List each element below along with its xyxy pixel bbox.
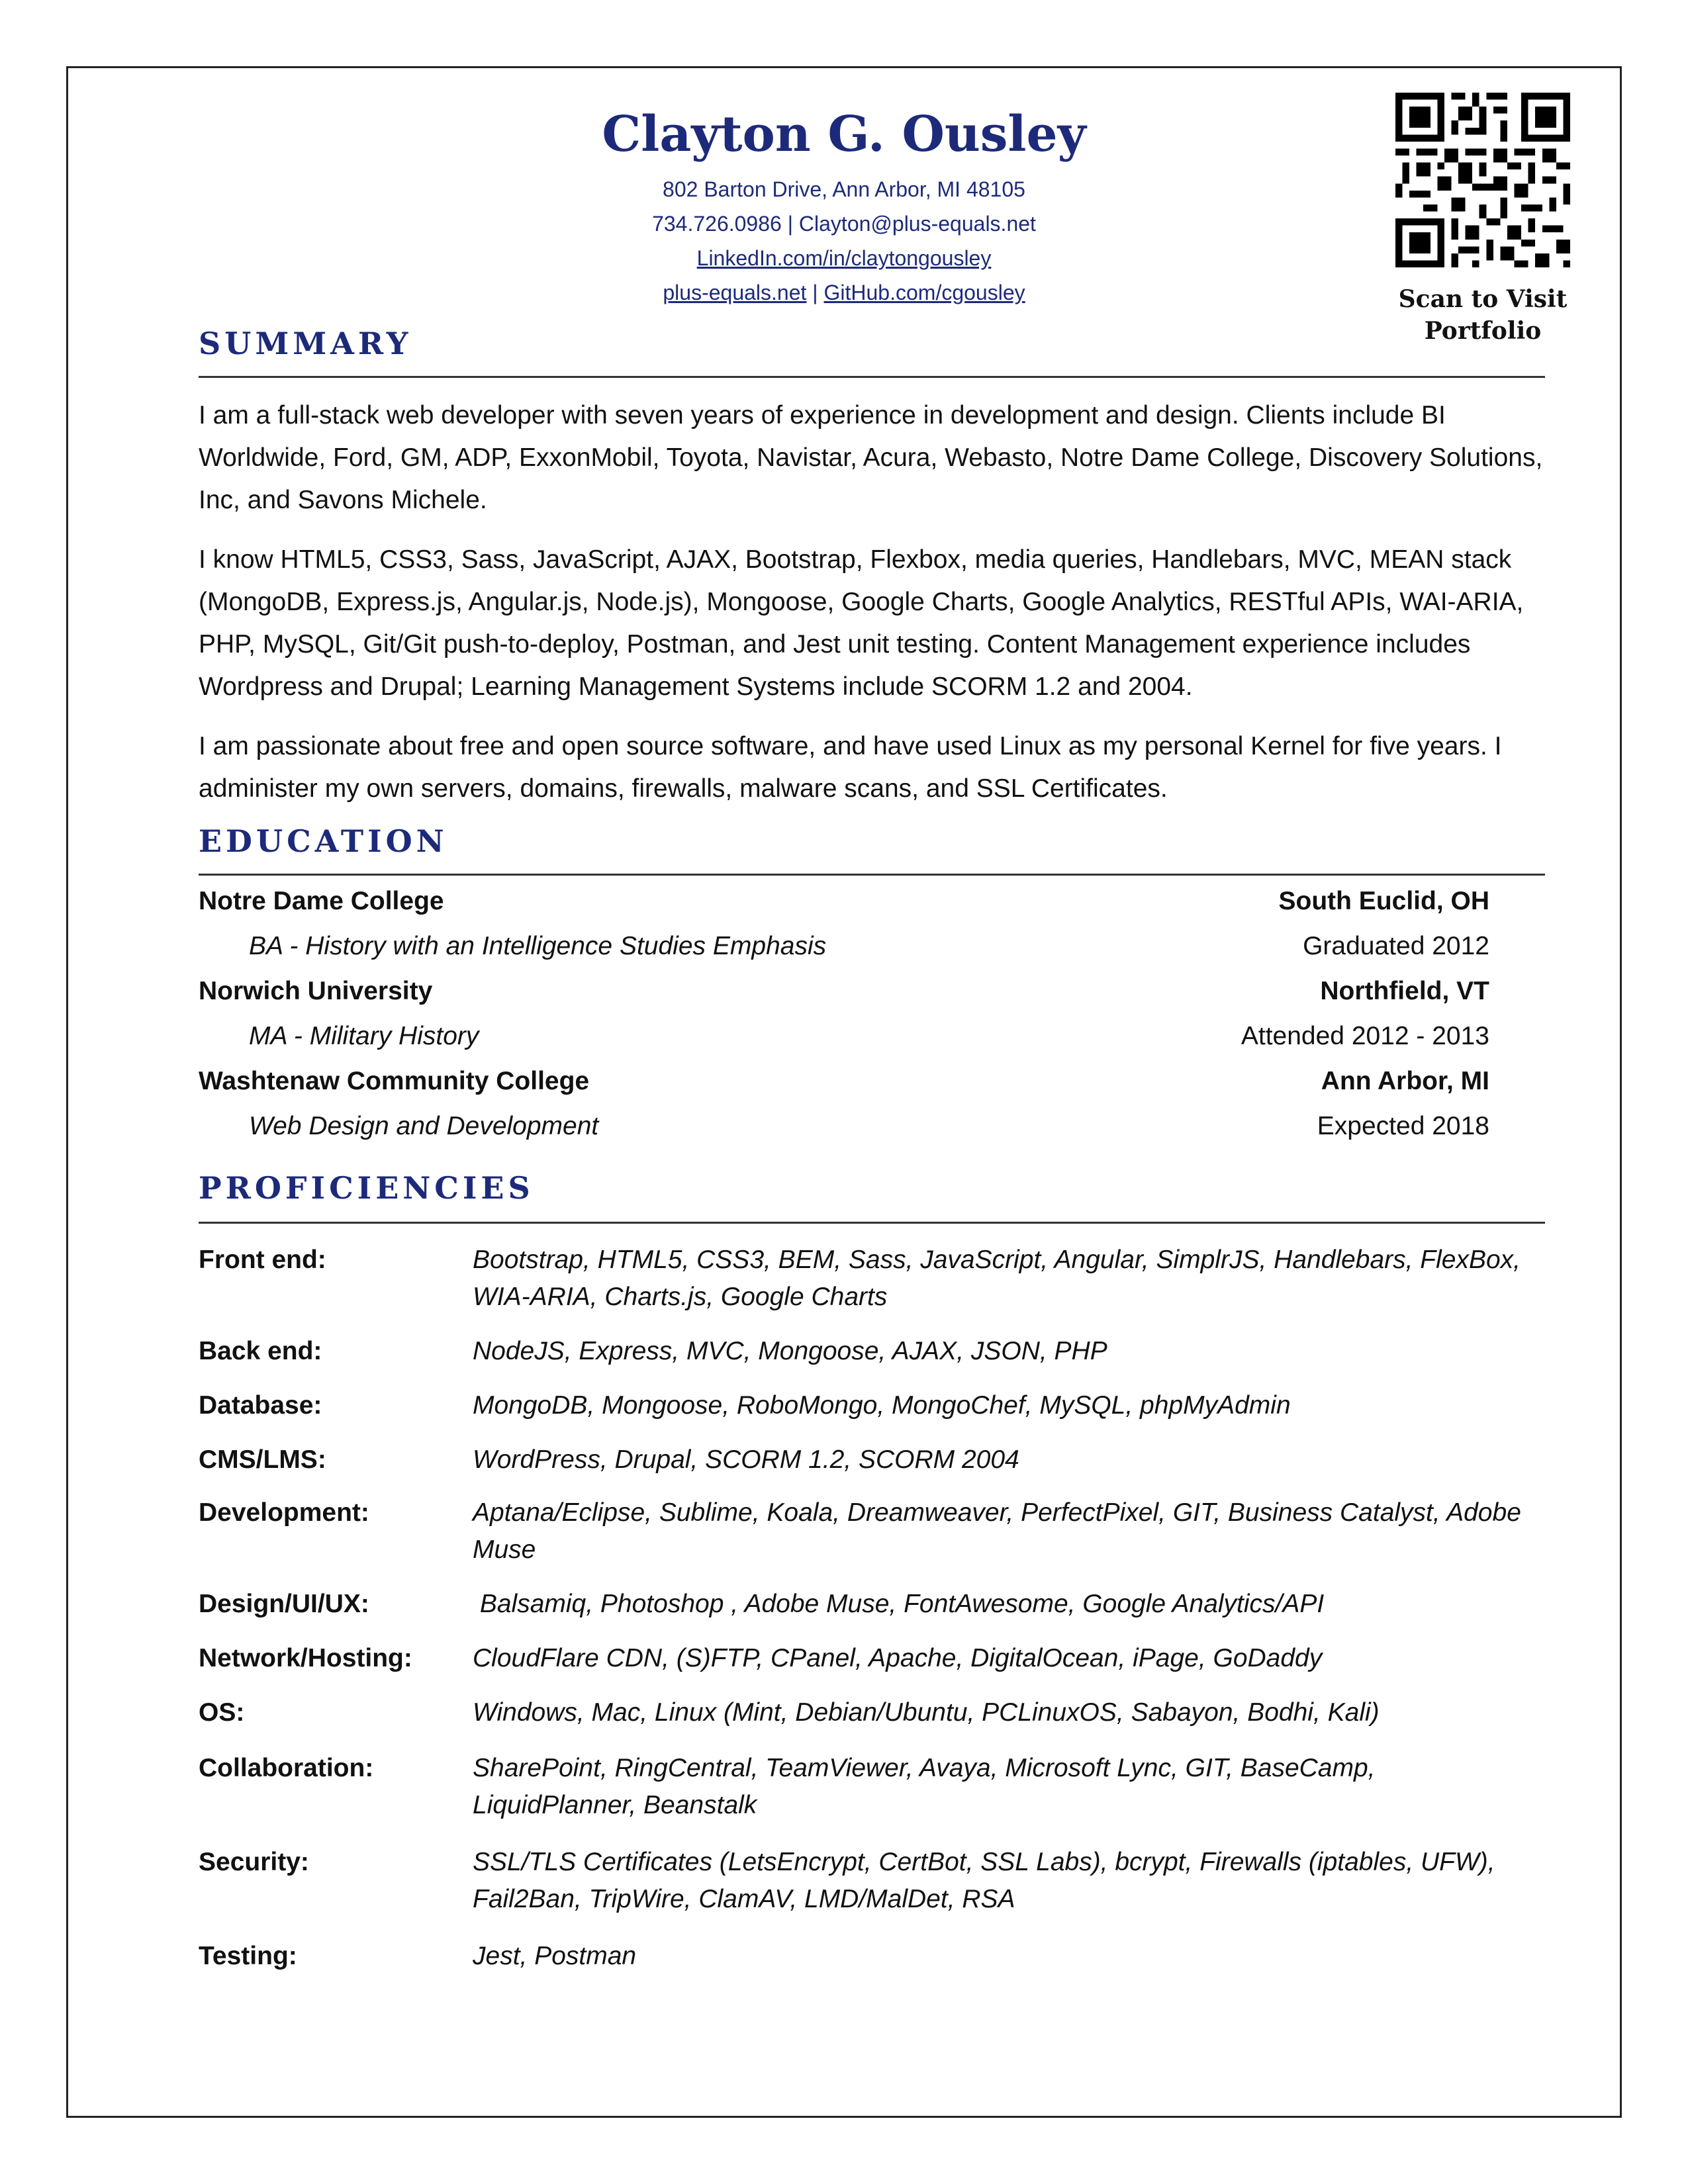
degree-status: Graduated 2012 <box>1303 932 1489 960</box>
phone: 734.726.0986 <box>652 212 782 236</box>
school-location: Ann Arbor, MI <box>1321 1067 1489 1095</box>
website-link[interactable]: plus-equals.net <box>663 281 807 304</box>
proficiency-value: NodeJS, Express, MVC, Mongoose, AJAX, JSON, PHP <box>473 1337 1107 1365</box>
summary-divider <box>199 376 1545 378</box>
linkedin-link[interactable]: LinkedIn.com/in/claytongousley <box>696 246 992 270</box>
proficiency-value: SSL/TLS Certificates (LetsEncrypt, CertBot, SSL Labs), bcrypt, Firewalls (iptables, UFW), Fail2Ban, TripWire, ClamAV, LMD/MalDet, RSA <box>473 1848 1495 1913</box>
education-divider <box>199 874 1545 876</box>
qr-code-icon[interactable] <box>1395 93 1570 267</box>
proficiency-value: Jest, Postman <box>473 1942 637 1970</box>
degree-status: Attended 2012 - 2013 <box>1241 1022 1489 1050</box>
summary-paragraph-1: I am a full-stack web developer with seven years of experience in development and design. Clients include BI Worldwide, Ford, GM, ADP, ExxonMobil, Toyota, Navistar, Acura, Webasto, Notre Dame College, Discovery Solutions, Inc, and Savons Michele. <box>199 401 1543 514</box>
qr-caption-line2: Portfolio <box>1424 317 1542 345</box>
proficiency-value: MongoDB, Mongoose, RoboMongo, MongoChef, MySQL, phpMyAdmin <box>473 1391 1291 1420</box>
degree: Web Design and Development <box>249 1112 599 1140</box>
proficiency-value: WordPress, Drupal, SCORM 1.2, SCORM 2004 <box>473 1445 1019 1474</box>
school-name: Notre Dame College <box>199 887 444 915</box>
candidate-name: Clayton G. Ousley <box>602 106 1086 163</box>
proficiency-value: SharePoint, RingCentral, TeamViewer, Avaya, Microsoft Lync, GIT, BaseCamp, LiquidPlanner, Beanstalk <box>473 1754 1376 1819</box>
proficiency-label: Database: <box>199 1391 322 1420</box>
proficiency-value: Bootstrap, HTML5, CSS3, BEM, Sass, JavaScript, Angular, SimplrJS, Handlebars, FlexBox, WIA-ARIA, Charts.js, Google Charts <box>473 1246 1521 1311</box>
proficiency-value: Balsamiq, Photoshop , Adobe Muse, FontAwesome, Google Analytics/API <box>473 1590 1325 1618</box>
proficiency-label: Security: <box>199 1848 309 1876</box>
qr-caption-line1: Scan to Visit <box>1398 285 1568 313</box>
summary-paragraph-2: I know HTML5, CSS3, Sass, JavaScript, AJAX, Bootstrap, Flexbox, media queries, Handlebars, MVC, MEAN stack (MongoDB, Express.js, Angular.js, Node.js), Mongoose, Google Charts, Google Analytics, RESTful APIs, WAI-ARIA, PHP, MySQL, Git/Git push-to-deploy, Postman, and Jest unit testing. Content Management experience includes Wordpress and Drupal; Learning Management Systems include SCORM 1.2 and 2004. <box>199 545 1524 701</box>
summary-paragraph-3: I am passionate about free and open source software, and have used Linux as my personal Kernel for five years. I administer my own servers, domains, firewalls, malware scans, and SSL Certificates. <box>199 732 1502 803</box>
email-link[interactable]: Clayton@plus-equals.net <box>798 212 1036 236</box>
degree: BA - History with an Intelligence Studies Emphasis <box>249 932 827 960</box>
proficiency-label: Testing: <box>199 1942 297 1970</box>
proficiencies-heading: PROFICIENCIES <box>199 1170 534 1206</box>
qr-caption <box>1377 283 1589 347</box>
degree-status: Expected 2018 <box>1317 1112 1489 1140</box>
school-location: South Euclid, OH <box>1278 887 1489 915</box>
proficiencies-divider <box>199 1222 1545 1224</box>
proficiency-value: Aptana/Eclipse, Sublime, Koala, Dreamweaver, PerfectPixel, GIT, Business Catalyst, Adobe Muse <box>473 1498 1521 1564</box>
proficiency-label: CMS/LMS: <box>199 1445 326 1474</box>
proficiency-label: Collaboration: <box>199 1754 374 1782</box>
proficiency-value: CloudFlare CDN, (S)FTP, CPanel, Apache, DigitalOcean, iPage, GoDaddy <box>473 1644 1323 1672</box>
degree: MA - Military History <box>249 1022 479 1050</box>
school-name: Norwich University <box>199 977 433 1005</box>
proficiency-label: OS: <box>199 1698 245 1727</box>
separator: | <box>812 281 818 304</box>
proficiency-label: Development: <box>199 1498 369 1527</box>
github-link[interactable]: GitHub.com/cgousley <box>823 281 1025 304</box>
education-heading: EDUCATION <box>199 823 448 859</box>
proficiency-value: Windows, Mac, Linux (Mint, Debian/Ubuntu, PCLinuxOS, Sabayon, Bodhi, Kali) <box>473 1698 1380 1727</box>
proficiency-label: Back end: <box>199 1337 322 1365</box>
summary-heading: SUMMARY <box>199 326 412 361</box>
school-location: Northfield, VT <box>1320 977 1489 1005</box>
school-name: Washtenaw Community College <box>199 1067 590 1095</box>
separator: | <box>787 212 794 236</box>
address: 802 Barton Drive, Ann Arbor, MI 48105 <box>663 177 1025 201</box>
proficiency-label: Network/Hosting: <box>199 1644 412 1672</box>
proficiency-label: Design/UI/UX: <box>199 1590 369 1618</box>
proficiency-label: Front end: <box>199 1246 326 1274</box>
